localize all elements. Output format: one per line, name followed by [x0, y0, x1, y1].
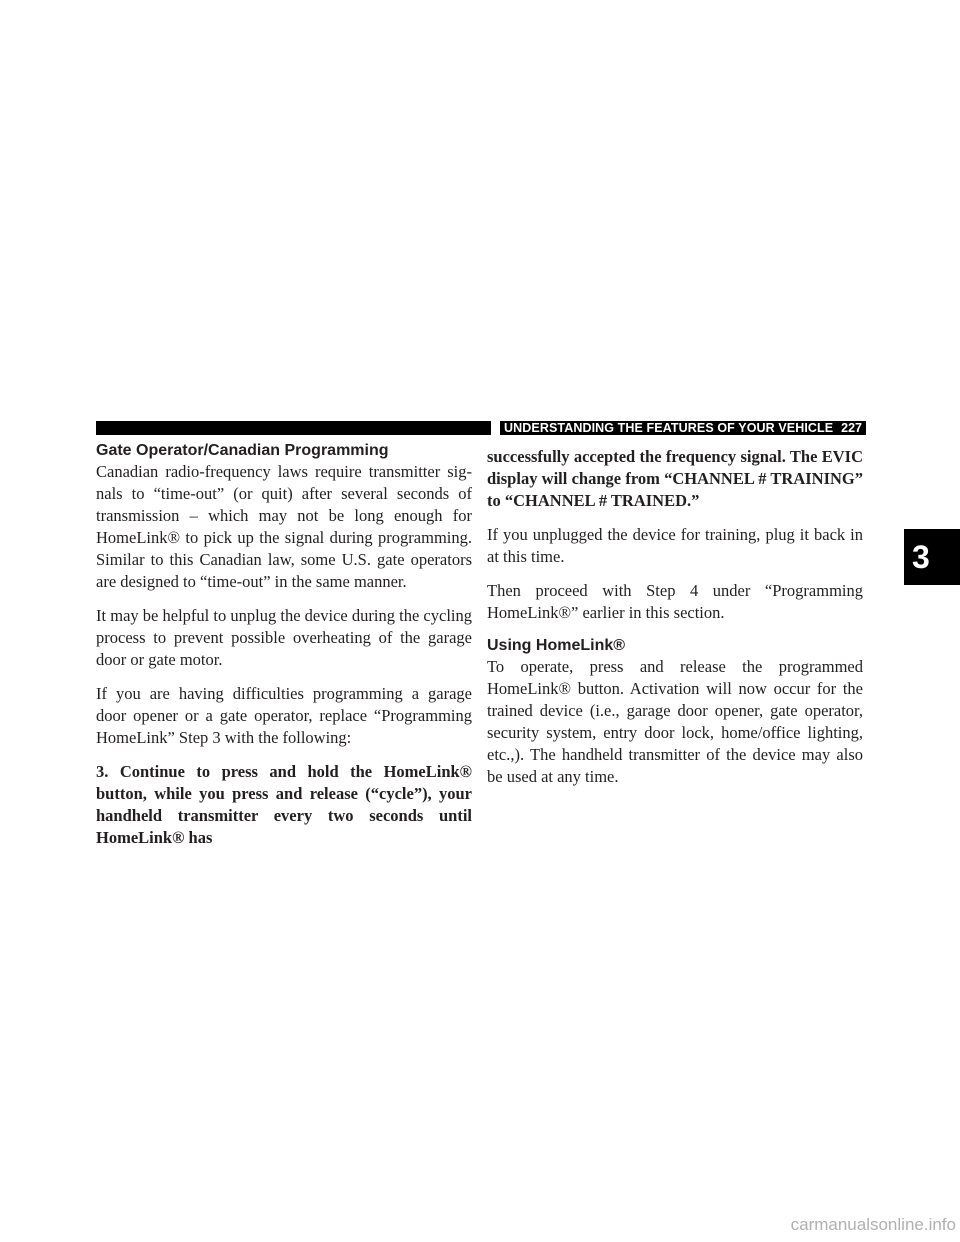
- watermark: carmanualsonline.info: [790, 1215, 956, 1234]
- paragraph-operate: To operate, press and release the programmed HomeLink® button. Activation will now occur for the trained device (i.e., garage door opener, gate operator, security system, entry door lock, home/office lighting, etc.,). The handheld transmitter of the device may also be used at any time.: [487, 657, 863, 786]
- chapter-tab: [904, 529, 960, 585]
- section-heading-using-homelink: Using HomeLink®: [487, 637, 626, 654]
- section-heading-gate-operator: Gate Operator/Canadian Programming: [96, 442, 389, 459]
- right-column: [487, 446, 863, 800]
- left-column: [96, 441, 472, 861]
- running-header-title: UNDERSTANDING THE FEATURES OF YOUR VEHICLE: [504, 421, 834, 435]
- paragraph-step-3-continued: successfully accepted the frequency signal. The EVIC display will change from “CHANNEL # TRAINING” to “CHANNEL # TRAINED.”: [487, 447, 863, 510]
- paragraph-difficulties: If you are having difficulties programming a garage door opener or a gate operator, replace “Programming HomeLink” Step 3 with the following:: [96, 684, 472, 747]
- page-number: 227: [841, 421, 862, 435]
- paragraph-step-3: 3. Continue to press and hold the HomeLink® button, while you press and release (“cycle”), your handheld transmitter every two seconds until HomeLink® has: [96, 762, 472, 847]
- paragraph-proceed-step-4: Then proceed with Step 4 under “Programming HomeLink®” earlier in this section.: [487, 581, 863, 622]
- paragraph-canadian-laws: Canadian radio-frequency laws require transmitter sig-nals to “time-out” (or quit) after several seconds of transmission – which may not be long enough for HomeLink® to pick up the signal during programming. Similar to this Canadian law, some U.S. gate operators are designed to “time-out” in the same manner.: [96, 462, 472, 591]
- header-rule-left: [96, 421, 491, 435]
- chapter-number: 3: [912, 539, 930, 575]
- paragraph-unplug-device: It may be helpful to unplug the device during the cycling process to prevent possible overheating of the garage door or gate motor.: [96, 606, 472, 669]
- paragraph-plug-back: If you unplugged the device for training, plug it back in at this time.: [487, 525, 863, 566]
